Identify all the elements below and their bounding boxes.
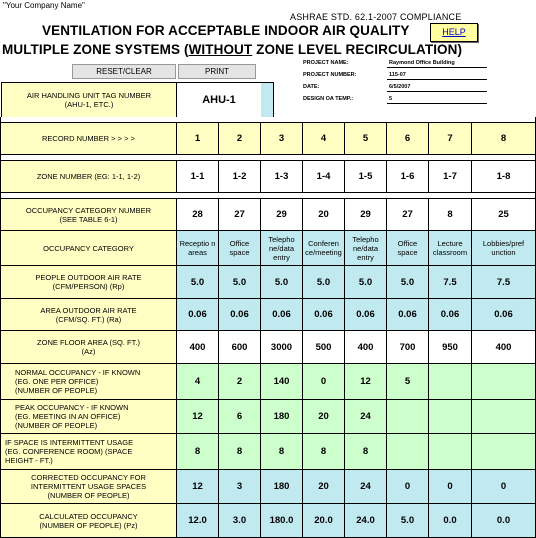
corrected-occupancy-cell: 3: [219, 470, 261, 504]
record-cell: 5: [345, 123, 387, 155]
help-button[interactable]: HELP: [430, 23, 478, 42]
standard-label: ASHRAE STD. 62.1-2007 COMPLIANCE: [290, 12, 462, 22]
intermittent-usage-cell[interactable]: [472, 434, 536, 470]
reset-clear-button[interactable]: RESET/CLEAR: [72, 64, 176, 79]
floor-area-label: ZONE FLOOR AREA (SQ. FT.) (Az): [1, 331, 177, 364]
calculated-occupancy-cell: 20.0: [303, 504, 345, 538]
calculated-occupancy-cell: 0.0: [472, 504, 536, 538]
occupancy-category-cell: Receptio n areas: [177, 231, 219, 266]
occupancy-number-cell[interactable]: 29: [345, 199, 387, 231]
normal-occupancy-cell[interactable]: 5: [387, 364, 429, 400]
people-rate-cell: 5.0: [177, 266, 219, 299]
zone-cell[interactable]: 1-7: [429, 161, 472, 193]
people-rate-cell: 5.0: [345, 266, 387, 299]
peak-occupancy-cell[interactable]: 180: [261, 400, 303, 434]
peak-occupancy-cell[interactable]: 6: [219, 400, 261, 434]
occupancy-number-cell[interactable]: 29: [261, 199, 303, 231]
floor-area-cell[interactable]: 400: [345, 331, 387, 364]
company-name: "Your Company Name": [3, 1, 85, 10]
floor-area-cell[interactable]: 400: [472, 331, 536, 364]
people-rate-cell: 5.0: [261, 266, 303, 299]
area-rate-cell: 0.06: [303, 299, 345, 331]
occupancy-number-row: [1, 199, 536, 231]
ahu-tag-label: AIR HANDLING UNIT TAG NUMBER (AHU-1, ETC.): [1, 82, 177, 118]
occupancy-category-label: OCCUPANCY CATEGORY: [1, 231, 177, 266]
ahu-tag-side: [261, 82, 274, 118]
floor-area-cell[interactable]: 500: [303, 331, 345, 364]
floor-area-row: [1, 331, 536, 364]
occupancy-category-cell: Conferen ce/meeting: [303, 231, 345, 266]
intermittent-usage-cell[interactable]: [387, 434, 429, 470]
corrected-occupancy-row: [1, 470, 536, 504]
peak-occupancy-cell[interactable]: 24: [345, 400, 387, 434]
normal-occupancy-cell[interactable]: [472, 364, 536, 400]
record-label: RECORD NUMBER > > > >: [1, 123, 177, 155]
intermittent-usage-label: IF SPACE IS INTERMITTENT USAGE (EG. CONFERENCE ROOM) (SPACE HEIGHT - FT.): [1, 434, 177, 470]
area-rate-cell: 0.06: [387, 299, 429, 331]
record-cell: 1: [177, 123, 219, 155]
normal-occupancy-cell[interactable]: 4: [177, 364, 219, 400]
record-cell: 4: [303, 123, 345, 155]
calculated-occupancy-cell: 0.0: [429, 504, 472, 538]
zone-cell[interactable]: 1-4: [303, 161, 345, 193]
corrected-occupancy-cell: 0: [472, 470, 536, 504]
occupancy-number-cell[interactable]: 27: [387, 199, 429, 231]
date-value[interactable]: 6/5/2007: [389, 84, 411, 90]
occupancy-category-cell: Telepho ne/data entry: [345, 231, 387, 266]
calculated-occupancy-cell: 3.0: [219, 504, 261, 538]
floor-area-cell[interactable]: 600: [219, 331, 261, 364]
corrected-occupancy-cell: 12: [177, 470, 219, 504]
occupancy-category-cell: Lobbies/pref unction: [472, 231, 536, 266]
occupancy-category-cell: Office space: [387, 231, 429, 266]
project-name-value[interactable]: Raymond Office Building: [389, 60, 455, 66]
area-rate-cell: 0.06: [261, 299, 303, 331]
zone-label: ZONE NUMBER (EG: 1-1, 1-2): [1, 161, 177, 193]
floor-area-cell[interactable]: 700: [387, 331, 429, 364]
area-rate-cell: 0.06: [177, 299, 219, 331]
calculated-occupancy-cell: 5.0: [387, 504, 429, 538]
people-rate-cell: 7.5: [429, 266, 472, 299]
normal-occupancy-cell[interactable]: [429, 364, 472, 400]
zone-cell[interactable]: 1-6: [387, 161, 429, 193]
zone-cell[interactable]: 1-1: [177, 161, 219, 193]
project-name-label: PROJECT NAME:: [303, 60, 349, 66]
occupancy-number-cell[interactable]: 25: [472, 199, 536, 231]
area-rate-cell: 0.06: [345, 299, 387, 331]
occupancy-number-cell[interactable]: 20: [303, 199, 345, 231]
intermittent-usage-cell[interactable]: 8: [303, 434, 345, 470]
occupancy-category-cell: Lecture classroom: [429, 231, 472, 266]
corrected-occupancy-cell: 0: [429, 470, 472, 504]
occupancy-category-row: [1, 231, 536, 266]
ahu-tag-input[interactable]: AHU-1: [176, 82, 262, 118]
calculated-occupancy-cell: 12.0: [177, 504, 219, 538]
zone-cell[interactable]: 1-8: [472, 161, 536, 193]
floor-area-cell[interactable]: 950: [429, 331, 472, 364]
intermittent-usage-cell[interactable]: 8: [177, 434, 219, 470]
normal-occupancy-cell[interactable]: 2: [219, 364, 261, 400]
calculated-occupancy-cell: 24.0: [345, 504, 387, 538]
record-row: [1, 123, 536, 155]
occupancy-category-cell: Telepho ne/data entry: [261, 231, 303, 266]
project-number-value[interactable]: 115-07: [389, 72, 406, 78]
intermittent-usage-row: [1, 434, 536, 470]
calculated-occupancy-label: CALCULATED OCCUPANCY (NUMBER OF PEOPLE) (Pz): [1, 504, 177, 538]
area-rate-cell: 0.06: [429, 299, 472, 331]
area-rate-cell: 0.06: [219, 299, 261, 331]
date-label: DATE:: [303, 84, 320, 90]
intermittent-usage-cell[interactable]: 8: [261, 434, 303, 470]
people-rate-cell: 5.0: [387, 266, 429, 299]
peak-occupancy-cell[interactable]: 12: [177, 400, 219, 434]
zone-cell[interactable]: 1-3: [261, 161, 303, 193]
area-rate-cell: 0.06: [472, 299, 536, 331]
occupancy-number-label: OCCUPANCY CATEGORY NUMBER (SEE TABLE 6-1): [1, 199, 177, 231]
people-rate-row: [1, 266, 536, 299]
record-cell: 3: [261, 123, 303, 155]
record-cell: 8: [472, 123, 536, 155]
corrected-occupancy-label: CORRECTED OCCUPANCY FOR INTERMITTENT USAGE SPACES (NUMBER OF PEOPLE): [1, 470, 177, 504]
corrected-occupancy-cell: 24: [345, 470, 387, 504]
occupancy-category-cell: Office space: [219, 231, 261, 266]
normal-occupancy-cell[interactable]: 140: [261, 364, 303, 400]
occupancy-number-cell[interactable]: 8: [429, 199, 472, 231]
occupancy-number-cell[interactable]: 27: [219, 199, 261, 231]
design-oa-temp-value[interactable]: 5: [389, 96, 393, 102]
peak-occupancy-row: [1, 400, 536, 434]
page-subtitle: MULTIPLE ZONE SYSTEMS (WITHOUT ZONE LEVEL RECIRCULATION): [2, 42, 463, 57]
corrected-occupancy-cell: 180: [261, 470, 303, 504]
intermittent-usage-cell[interactable]: [429, 434, 472, 470]
zone-table: [0, 117, 536, 538]
people-rate-label: PEOPLE OUTDOOR AIR RATE (CFM/PERSON) (Rp): [1, 266, 177, 299]
zone-cell[interactable]: 1-5: [345, 161, 387, 193]
calculated-occupancy-cell: 180.0: [261, 504, 303, 538]
page-title: VENTILATION FOR ACCEPTABLE INDOOR AIR QUALITY: [42, 23, 410, 38]
peak-occupancy-cell[interactable]: [429, 400, 472, 434]
intermittent-usage-cell[interactable]: 8: [219, 434, 261, 470]
project-number-label: PROJECT NUMBER:: [303, 72, 357, 78]
normal-occupancy-row: [1, 364, 536, 400]
project-info: [303, 60, 523, 108]
corrected-occupancy-cell: 20: [303, 470, 345, 504]
record-cell: 7: [429, 123, 472, 155]
floor-area-cell[interactable]: 400: [177, 331, 219, 364]
zone-row: [1, 161, 536, 193]
print-button[interactable]: PRINT: [178, 64, 256, 79]
peak-occupancy-cell[interactable]: [472, 400, 536, 434]
people-rate-cell: 5.0: [303, 266, 345, 299]
peak-occupancy-label: PEAK OCCUPANCY - IF KNOWN (EG. MEETING IN AN OFFICE) (NUMBER OF PEOPLE): [1, 400, 177, 434]
record-cell: 2: [219, 123, 261, 155]
corrected-occupancy-cell: 0: [387, 470, 429, 504]
normal-occupancy-label: NORMAL OCCUPANCY - IF KNOWN (EG. ONE PER OFFICE) (NUMBER OF PEOPLE): [1, 364, 177, 400]
design-oa-temp-label: DESIGN OA TEMP.:: [303, 96, 354, 102]
record-cell: 6: [387, 123, 429, 155]
area-rate-label: AREA OUTDOOR AIR RATE (CFM/SQ. FT.) (Ra): [1, 299, 177, 331]
area-rate-row: [1, 299, 536, 331]
people-rate-cell: 5.0: [219, 266, 261, 299]
floor-area-cell[interactable]: 3000: [261, 331, 303, 364]
zone-cell[interactable]: 1-2: [219, 161, 261, 193]
peak-occupancy-cell[interactable]: [387, 400, 429, 434]
normal-occupancy-cell[interactable]: 0: [303, 364, 345, 400]
peak-occupancy-cell[interactable]: 20: [303, 400, 345, 434]
normal-occupancy-cell[interactable]: 12: [345, 364, 387, 400]
calculated-occupancy-row: [1, 504, 536, 538]
occupancy-number-cell[interactable]: 28: [177, 199, 219, 231]
intermittent-usage-cell[interactable]: 8: [345, 434, 387, 470]
people-rate-cell: 7.5: [472, 266, 536, 299]
